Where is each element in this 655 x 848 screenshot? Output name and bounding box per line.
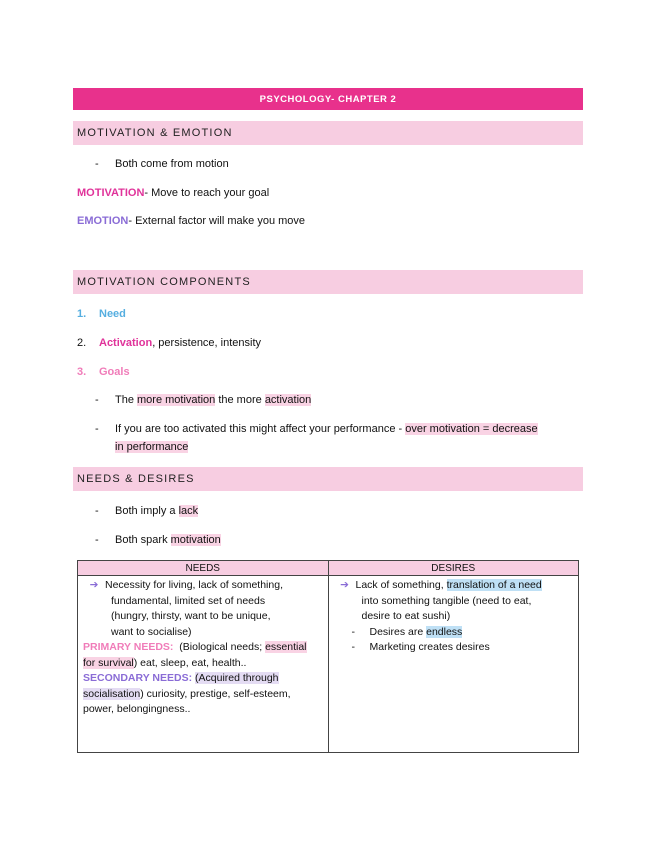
- arrow-right-icon: ➔: [340, 579, 349, 591]
- component-need: 1. Need: [77, 308, 126, 320]
- dash-bullet: -: [95, 505, 99, 517]
- arrow-right-icon: ➔: [89, 579, 99, 591]
- column-header-needs: NEEDS: [78, 561, 329, 576]
- desires-cell: ➔ Lack of something, translation of a need into something tangible (need to eat, desire to eat sushi) - Desires are endless - Marketing creates desires: [328, 576, 579, 753]
- emotion-definition: EMOTION- External factor will make you move: [77, 215, 306, 227]
- primary-needs: PRIMARY NEEDS: (Biological needs; essential: [83, 641, 307, 653]
- section-heading-motivation-emotion: MOTIVATION & EMOTION: [73, 121, 583, 145]
- list-item: - Both spark motivation: [95, 531, 221, 549]
- list-item: - Desires are endless: [351, 625, 463, 638]
- list-item: - Both imply a lack: [95, 502, 198, 520]
- dash-bullet: -: [95, 158, 99, 170]
- dash-bullet: -: [95, 423, 99, 435]
- page-title: PSYCHOLOGY- CHAPTER 2: [73, 88, 583, 110]
- column-header-desires: DESIRES: [328, 561, 579, 576]
- dash-bullet: -: [95, 534, 99, 546]
- list-item: - If you are too activated this might affect your performance - over motivation = decrease in performance: [95, 420, 585, 456]
- needs-desires-table: [77, 560, 579, 753]
- list-item: - Marketing creates desires: [351, 641, 490, 653]
- section-heading-needs-desires: NEEDS & DESIRES: [73, 467, 583, 491]
- list-item: - Both come from motion: [95, 155, 229, 173]
- dash-bullet: -: [95, 394, 99, 406]
- motivation-definition: MOTIVATION- Move to reach your goal: [77, 187, 270, 199]
- needs-cell: ➔ Necessity for living, lack of something, fundamental, limited set of needs (hungry, thirsty, want to be unique, want to socialise) PRIMARY NEEDS: (Biological needs; essential for survival) eat, sleep, eat, health.. SECONDARY NEEDS: (Acquired through socialisation) curiosity, prestige, self-esteem, power, belongingness..: [78, 576, 329, 753]
- secondary-needs: SECONDARY NEEDS: (Acquired through: [83, 672, 279, 684]
- section-heading-components: MOTIVATION COMPONENTS: [73, 270, 583, 294]
- list-item: - The more motivation the more activation: [95, 391, 311, 409]
- component-activation: 2. Activation, persistence, intensity: [77, 337, 262, 349]
- component-goals: 3. Goals: [77, 366, 130, 378]
